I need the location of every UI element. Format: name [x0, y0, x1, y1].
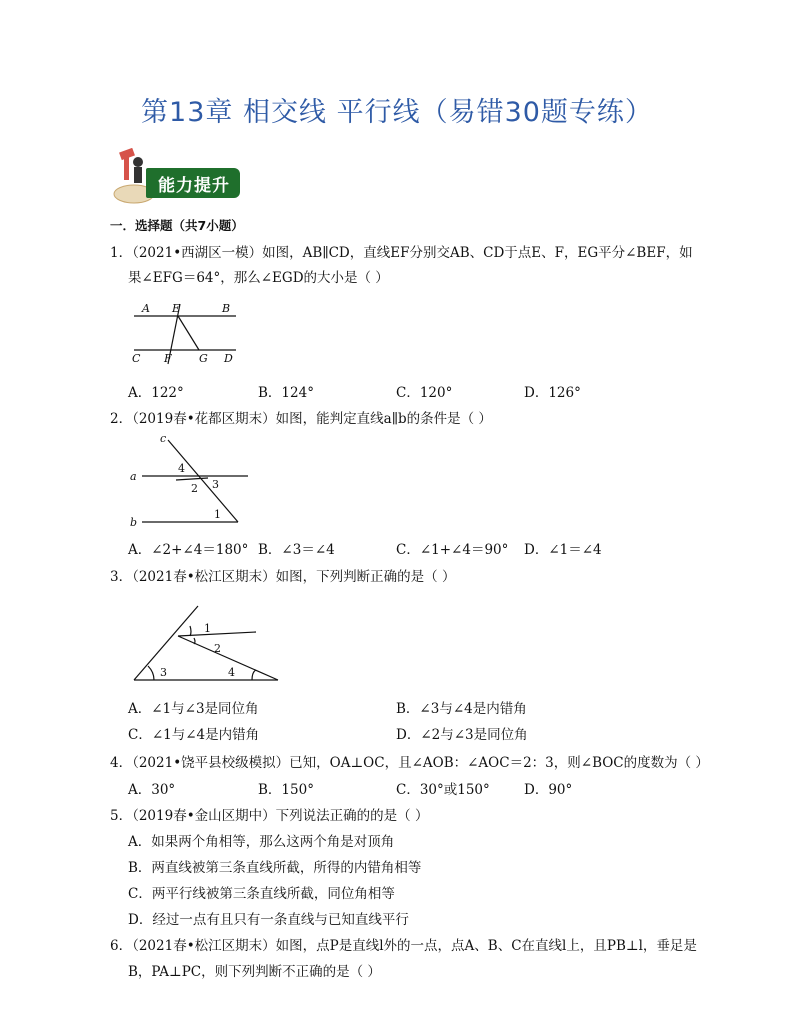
q2-option-d[interactable]: D．∠1＝∠4 [524, 542, 602, 558]
q1-option-d[interactable]: D．126° [524, 385, 581, 401]
q1-label-C: C [132, 352, 141, 365]
q3-label-4: 4 [228, 666, 235, 679]
section-heading: 一．选择题（共7小题） [110, 218, 244, 233]
q5-option-b[interactable]: B．两直线被第三条直线所截，所得的内错角相等 [128, 860, 422, 876]
q1-label-G: G [199, 352, 208, 365]
q6-text-line1: 6．（2021春•松江区期末）如图，点P是直线l外的一点，点A、B、C在直线l上，且PB⊥l，垂足是 [110, 938, 697, 954]
q4-option-d[interactable]: D．90° [524, 782, 573, 798]
page-title: 第13章 相交线 平行线（易错30题专练） [141, 97, 653, 128]
q2-option-b[interactable]: B．∠3＝∠4 [258, 542, 335, 558]
q6-text-line2: B，PA⊥PC，则下列判断不正确的是（ ） [128, 964, 381, 980]
q1-label-F: F [164, 352, 172, 365]
badge-label: 能力提升 [158, 176, 230, 196]
q1-option-c[interactable]: C．120° [396, 385, 453, 401]
q2-label-2: 2 [191, 482, 198, 495]
q3-label-3: 3 [160, 666, 167, 679]
q3-text-line1: 3．（2021春•松江区期末）如图，下列判断正确的是（ ） [110, 569, 456, 585]
q1-label-B: B [222, 302, 231, 315]
q1-text-line1: 1．（2021•西湖区一模）如图，AB∥CD，直线EF分别交AB、CD于点E、F，EG平分∠BEF，如 [110, 245, 693, 261]
q5-option-a[interactable]: A．如果两个角相等，那么这两个角是对顶角 [128, 834, 395, 850]
q5-text-line1: 5．（2019春•金山区期中）下列说法正确的的是（ ） [110, 808, 429, 824]
q3-label-1: 1 [204, 622, 211, 635]
q2-label-a: a [130, 470, 137, 483]
q4-text-line1: 4．（2021•饶平县校级模拟）已知，OA⊥OC，且∠AOB：∠AOC＝2：3，则∠BOC的度数为（ ） [110, 755, 709, 771]
q4-option-a[interactable]: A．30° [128, 782, 176, 798]
q3-option-b[interactable]: B．∠3与∠4是内错角 [396, 701, 527, 717]
q2-text-line1: 2．（2019春•花都区期末）如图，能判定直线a∥b的条件是（ ） [110, 411, 492, 427]
section-badge [112, 148, 242, 208]
q3-figure [128, 590, 288, 690]
q4-option-c[interactable]: C．30°或150° [396, 782, 490, 798]
q2-figure [128, 430, 252, 532]
q1-option-b[interactable]: B．124° [258, 385, 314, 401]
q2-label-b: b [130, 516, 138, 529]
q5-option-d[interactable]: D．经过一点有且只有一条直线与已知直线平行 [128, 912, 409, 928]
q2-option-a[interactable]: A．∠2+∠4＝180° [128, 542, 249, 558]
q2-label-c: c [160, 432, 167, 445]
q2-label-3: 3 [212, 478, 219, 491]
q2-option-c[interactable]: C．∠1+∠4＝90° [396, 542, 509, 558]
q1-label-A: A [142, 302, 150, 315]
q3-option-a[interactable]: A．∠1与∠3是同位角 [128, 701, 259, 717]
q1-label-E: E [172, 302, 181, 315]
q3-label-2: 2 [214, 642, 221, 655]
q2-label-4: 4 [178, 462, 185, 475]
q1-figure [128, 298, 248, 368]
q5-option-c[interactable]: C．两平行线被第三条直线所截，同位角相等 [128, 886, 395, 902]
q4-option-b[interactable]: B．150° [258, 782, 314, 798]
q2-label-1: 1 [214, 508, 221, 521]
q1-label-D: D [224, 352, 233, 365]
q3-option-d[interactable]: D．∠2与∠3是同位角 [396, 727, 528, 743]
q3-option-c[interactable]: C．∠1与∠4是内错角 [128, 727, 260, 743]
q1-text-line2: 果∠EFG＝64°，那么∠EGD的大小是（ ） [128, 270, 389, 286]
q1-option-a[interactable]: A．122° [128, 385, 184, 401]
